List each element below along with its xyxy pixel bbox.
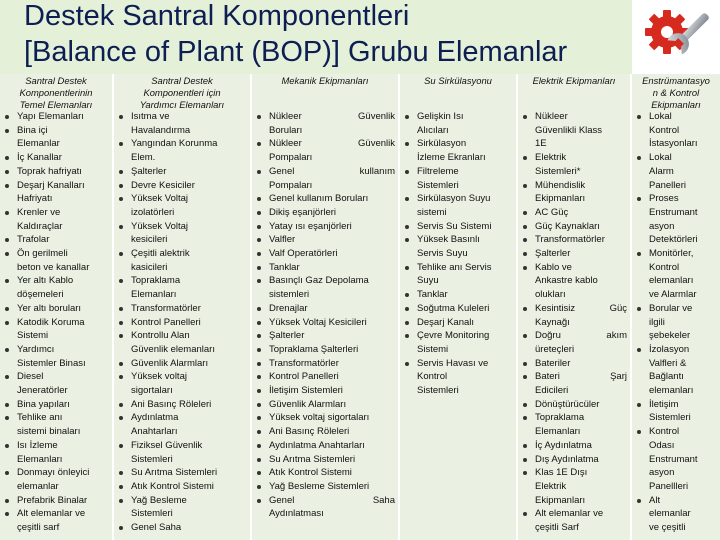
list-item-continuation: Kontrol: [649, 124, 680, 136]
list-item: Devre Kesiciler: [114, 179, 250, 193]
column-auxiliary-elements: [114, 74, 250, 540]
list-item-continuation: Sistemleri*: [535, 165, 581, 177]
list-item-continuation: ve Alarmlar: [649, 289, 697, 301]
item-list: [518, 110, 630, 535]
list-item-continuation: Bağlantı: [649, 371, 684, 383]
list-item-continuation: Edicileri: [535, 385, 569, 397]
list-item: Yer altı Kablo: [0, 274, 112, 288]
list-item: Atık Kontrol Sistemi: [114, 480, 250, 494]
list-item-continuation: Ekipmanları: [535, 193, 586, 205]
column-header-line: Mekanik Ekipmanları: [281, 75, 369, 86]
list-item-text: Doğru: [535, 330, 561, 342]
list-item: Topraklama: [114, 274, 250, 288]
list-item-continuation: elemanları: [649, 385, 694, 397]
list-item: Genel Saha: [114, 521, 250, 535]
list-item: Deşarj Kanalları: [0, 179, 112, 193]
list-item-continuation: sistemi binaları: [17, 426, 81, 438]
list-item: Elektrik: [518, 151, 630, 165]
list-item-continuation: Sistemleri: [131, 453, 173, 465]
list-item-continuation: Alıcıları: [417, 124, 449, 136]
list-item-continuation: Sistemleri: [131, 508, 173, 520]
list-item: Servis Su Sistemi: [400, 220, 516, 234]
list-item: Güvenlik Alarmları: [114, 357, 250, 371]
list-item: Genel kullanım Boruları: [252, 192, 398, 206]
list-item: Katodik Koruma: [0, 316, 112, 330]
list-item: Topraklama: [518, 411, 630, 425]
list-item: Çevre Monitoring: [400, 329, 516, 343]
list-item: Güç Kaynakları: [518, 220, 630, 234]
list-item-continuation: Valfleri &: [649, 357, 687, 369]
list-item: Ani Basınç Röleleri: [114, 398, 250, 412]
list-item-continuation: olukları: [535, 289, 566, 301]
list-item-text: Güç: [609, 302, 627, 314]
list-item: Yer altı boruları: [0, 302, 112, 316]
list-item-text: Saha: [372, 494, 395, 506]
list-item-continuation: 1E: [535, 138, 547, 150]
list-item: Borular ve: [632, 302, 720, 316]
column-header-line: Su Sirkülasyonu: [424, 75, 492, 86]
list-item: Lokal: [632, 151, 720, 165]
list-item: Ani Basınç Röleleri: [252, 425, 398, 439]
list-item: Alt: [632, 494, 720, 508]
list-item: Soğutma Kuleleri: [400, 302, 516, 316]
list-item: Yüksek Voltaj: [114, 192, 250, 206]
list-item-continuation: Kontrol: [649, 261, 680, 273]
item-list: [632, 110, 720, 535]
list-item: Şalterler: [114, 165, 250, 179]
list-item-continuation: Güvenlikli Klass: [535, 124, 603, 136]
list-item: Kontrol Panelleri: [114, 316, 250, 330]
list-item-continuation: Elem.: [131, 152, 156, 164]
list-item-continuation: üreteçleri: [535, 343, 575, 355]
list-item: Dikiş eşanjörleri: [252, 206, 398, 220]
list-item-text: Nükleer: [269, 111, 302, 122]
components-table: [0, 74, 720, 540]
list-item-continuation: Hafriyatı: [17, 193, 53, 205]
list-item: Gelişkin Isı: [400, 110, 516, 124]
list-item: Trafolar: [0, 233, 112, 247]
list-item-continuation: elemanlar: [649, 508, 691, 520]
column-header: [632, 74, 720, 110]
list-item-continuation: Panelleri: [649, 179, 686, 191]
list-item-continuation: Ekipmanları: [535, 494, 586, 506]
list-item: [518, 302, 630, 316]
list-item-continuation: Ankastre kablo: [535, 275, 598, 287]
page-title-line-2: [Balance of Plant (BOP)] Grubu Elemanlar: [24, 36, 568, 68]
wrench-gear-icon: [640, 2, 712, 70]
list-item-continuation: kesicileri: [131, 234, 168, 246]
list-item-continuation: çeşitli sarf: [17, 522, 60, 534]
list-item-continuation: ve çeşitli: [649, 522, 686, 534]
list-item-continuation: Sistemi: [417, 343, 449, 355]
list-item-text: Kesintisiz: [535, 302, 576, 314]
list-item: Basınçlı Gaz Depolama: [252, 274, 398, 288]
list-item-continuation: Detektörleri: [649, 234, 698, 246]
list-item: Dönüştürücüler: [518, 398, 630, 412]
column-header: [518, 74, 630, 110]
list-item: Güvenlik Alarmları: [252, 398, 398, 412]
list-item-continuation: Elemanlar: [17, 138, 60, 150]
column-header-line: Ekipmanları: [651, 99, 701, 111]
list-item-text: kullanım: [359, 165, 395, 177]
list-item: İzolasyon: [632, 343, 720, 357]
list-item: Transformatörler: [252, 357, 398, 371]
list-item-text: Şarj: [610, 371, 627, 383]
list-item: Monitörler,: [632, 247, 720, 261]
list-item: Proses: [632, 192, 720, 206]
list-item: İç Aydınlatma: [518, 439, 630, 453]
list-item-continuation: Boruları: [269, 124, 303, 136]
list-item: AC Güç: [518, 206, 630, 220]
list-item: Aydınlatma Anahtarları: [252, 439, 398, 453]
list-item: Mühendislik: [518, 179, 630, 193]
column-header-line: Enstrümantasyo: [642, 75, 710, 86]
list-item-continuation: Jeneratörler: [17, 385, 68, 397]
list-item: [518, 370, 630, 384]
list-item-continuation: Sistemleri: [649, 412, 691, 424]
list-item-continuation: Kontrol: [417, 371, 448, 383]
column-header-line: Elektrik Ekipmanları: [532, 75, 616, 86]
list-item: Diesel: [0, 370, 112, 384]
list-item-continuation: Enstrumant: [649, 206, 698, 218]
column-header-line: n & Kontrol: [652, 87, 700, 99]
item-list: [400, 110, 516, 398]
list-item: Yüksek voltaj: [114, 370, 250, 384]
list-item-continuation: Servis Suyu: [417, 248, 468, 260]
page-title-line-1: Destek Santral Komponentleri: [24, 0, 410, 32]
list-item-continuation: sistemi: [417, 206, 447, 218]
list-item-text: akım: [606, 330, 627, 342]
list-item-continuation: Kaynağı: [535, 316, 570, 328]
list-item: Valf Operatörleri: [252, 247, 398, 261]
list-item-continuation: sigortaları: [131, 385, 173, 397]
list-item: Drenajlar: [252, 302, 398, 316]
list-item: Kontrol Panelleri: [252, 370, 398, 384]
list-item: Alt elemanlar ve: [518, 507, 630, 521]
list-item: Kontrollu Alan: [114, 329, 250, 343]
list-item-continuation: Elemanları: [535, 426, 581, 438]
list-item: Prefabrik Binalar: [0, 494, 112, 508]
list-item: Tanklar: [400, 288, 516, 302]
list-item: Tehlike anı Servis: [400, 261, 516, 275]
list-item-continuation: Elemanları: [17, 453, 63, 465]
list-item: Sirkülasyon: [400, 137, 516, 151]
list-item: [252, 110, 398, 124]
list-item: Su Arıtma Sistemleri: [252, 453, 398, 467]
list-item-continuation: ilgili: [649, 316, 665, 328]
list-item-continuation: Panellleri: [649, 480, 689, 492]
list-item-continuation: beton ve kanallar: [17, 261, 90, 273]
list-item: Topraklama Şalterleri: [252, 343, 398, 357]
list-item-continuation: Elemanları: [131, 289, 177, 301]
list-item-continuation: Odası: [649, 439, 675, 451]
list-item: Tehlike anı: [0, 411, 112, 425]
column-header-line: Yardımcı Elemanları: [139, 99, 225, 111]
list-item: Isı İzleme: [0, 439, 112, 453]
list-item: Deşarj Kanalı: [400, 316, 516, 330]
list-item-continuation: İzleme Ekranları: [417, 152, 486, 164]
list-item-continuation: Sistemleri: [417, 385, 459, 397]
column-header-line: Santral Destek: [151, 75, 213, 86]
item-list: [0, 110, 112, 535]
list-item: Çeşitli alektrik: [114, 247, 250, 261]
list-item-continuation: Havalandırma: [131, 124, 191, 136]
list-item-continuation: asyon: [649, 220, 675, 232]
list-item: Yüksek Voltaj Kesicileri: [252, 316, 398, 330]
list-item: Bina içi: [0, 124, 112, 138]
list-item: Yardımcı: [0, 343, 112, 357]
list-item: Tanklar: [252, 261, 398, 275]
list-item: Transformatörler: [518, 233, 630, 247]
list-item-continuation: Pompaları: [269, 179, 313, 191]
column-header-line: Santral Destek: [25, 75, 87, 86]
column-header: [400, 74, 516, 110]
list-item: [252, 137, 398, 151]
list-item-text: Güvenlik: [358, 111, 395, 122]
list-item: Klas 1E Dışı: [518, 466, 630, 480]
list-item: Lokal: [632, 110, 720, 124]
list-item-continuation: izolatörleri: [131, 206, 175, 218]
column-instrumentation-control: [632, 74, 720, 540]
list-item: Filtreleme: [400, 165, 516, 179]
list-item: Alt elemanlar ve: [0, 507, 112, 521]
list-item: Su Arıtma Sistemleri: [114, 466, 250, 480]
list-item: Bina yapıları: [0, 398, 112, 412]
list-item: Yüksek Basınlı: [400, 233, 516, 247]
column-header: [114, 74, 250, 110]
list-item: Yapı Elemanları: [0, 110, 112, 124]
list-item: Kablo ve: [518, 261, 630, 275]
column-header-line: Komponentlerinin: [19, 87, 93, 99]
list-item-continuation: Kaldıraçlar: [17, 220, 63, 232]
list-item: Şalterler: [252, 329, 398, 343]
list-item: [252, 165, 398, 179]
list-item-continuation: Sistemi: [17, 330, 49, 342]
list-item-continuation: Güvenlik elemanları: [131, 343, 215, 355]
list-item-continuation: Anahtarları: [131, 426, 178, 438]
column-basic-elements: [0, 74, 112, 540]
column-header-line: Komponentleri için: [143, 87, 221, 99]
list-item-continuation: Aydınlatması: [269, 508, 324, 520]
list-item: Sirkülasyon Suyu: [400, 192, 516, 206]
list-item-continuation: Suyu: [417, 275, 439, 287]
list-item-continuation: Elektrik: [535, 480, 567, 492]
list-item: Bateriler: [518, 357, 630, 371]
list-item-text: Nükleer: [269, 138, 302, 150]
title-band: [0, 0, 632, 74]
list-item-continuation: çeşitli Sarf: [535, 522, 579, 534]
list-item-continuation: İstasyonları: [649, 138, 698, 150]
list-item: Krenler ve: [0, 206, 112, 220]
list-item: Transformatörler: [114, 302, 250, 316]
list-item: Aydınlatma: [114, 411, 250, 425]
list-item: [252, 494, 398, 508]
list-item-continuation: kasicileri: [131, 261, 168, 273]
list-item: Donmayı önleyici: [0, 466, 112, 480]
list-item-text: Bateri: [535, 371, 560, 383]
list-item: Şalterler: [518, 247, 630, 261]
list-item-continuation: Pompaları: [269, 152, 313, 164]
list-item: İletişim Sistemleri: [252, 384, 398, 398]
item-list: [252, 110, 398, 521]
list-item-continuation: sistemleri: [269, 289, 310, 301]
list-item: Yatay ısı eşanjörleri: [252, 220, 398, 234]
column-header: [0, 74, 112, 110]
list-item: Yüksek voltaj sigortaları: [252, 411, 398, 425]
list-item-text: Genel: [269, 494, 295, 506]
list-item: Yağ Besleme Sistemleri: [252, 480, 398, 494]
list-item: Isıtma ve: [114, 110, 250, 124]
list-item: Atık Kontrol Sistemi: [252, 466, 398, 480]
list-item: Yüksek Voltaj: [114, 220, 250, 234]
list-item: Nükleer: [518, 110, 630, 124]
list-item: İletişim: [632, 398, 720, 412]
column-electrical-equipment: [518, 74, 630, 540]
column-header: [252, 74, 398, 110]
column-mechanical-equipment: [252, 74, 398, 540]
list-item: Servis Havası ve: [400, 357, 516, 371]
item-list: [114, 110, 250, 535]
list-item-continuation: Sistemler Binası: [17, 357, 86, 369]
list-item-continuation: asyon: [649, 467, 675, 479]
list-item-continuation: elemanları: [649, 275, 694, 287]
list-item: Valfler: [252, 233, 398, 247]
list-item-continuation: elemanlar: [17, 480, 59, 492]
column-water-circulation: [400, 74, 516, 540]
list-item: Yangından Korunma: [114, 137, 250, 151]
list-item-continuation: döşemeleri: [17, 289, 64, 301]
list-item-text: Genel: [269, 165, 295, 177]
list-item-continuation: Sistemleri: [417, 179, 459, 191]
list-item: [518, 329, 630, 343]
list-item: Ön gerilmeli: [0, 247, 112, 261]
list-item: Yağ Besleme: [114, 494, 250, 508]
column-header-line: Temel Elemanları: [19, 99, 93, 111]
list-item-text: Güvenlik: [358, 138, 395, 150]
list-item: İç Kanallar: [0, 151, 112, 165]
list-item: Fiziksel Güvenlik: [114, 439, 250, 453]
list-item-continuation: şebekeler: [649, 330, 691, 342]
list-item-continuation: Enstrumant: [649, 453, 698, 465]
list-item: Dış Aydınlatma: [518, 453, 630, 467]
list-item: Kontrol: [632, 425, 720, 439]
list-item: Toprak hafriyatı: [0, 165, 112, 179]
list-item-continuation: Alarm: [649, 165, 674, 177]
